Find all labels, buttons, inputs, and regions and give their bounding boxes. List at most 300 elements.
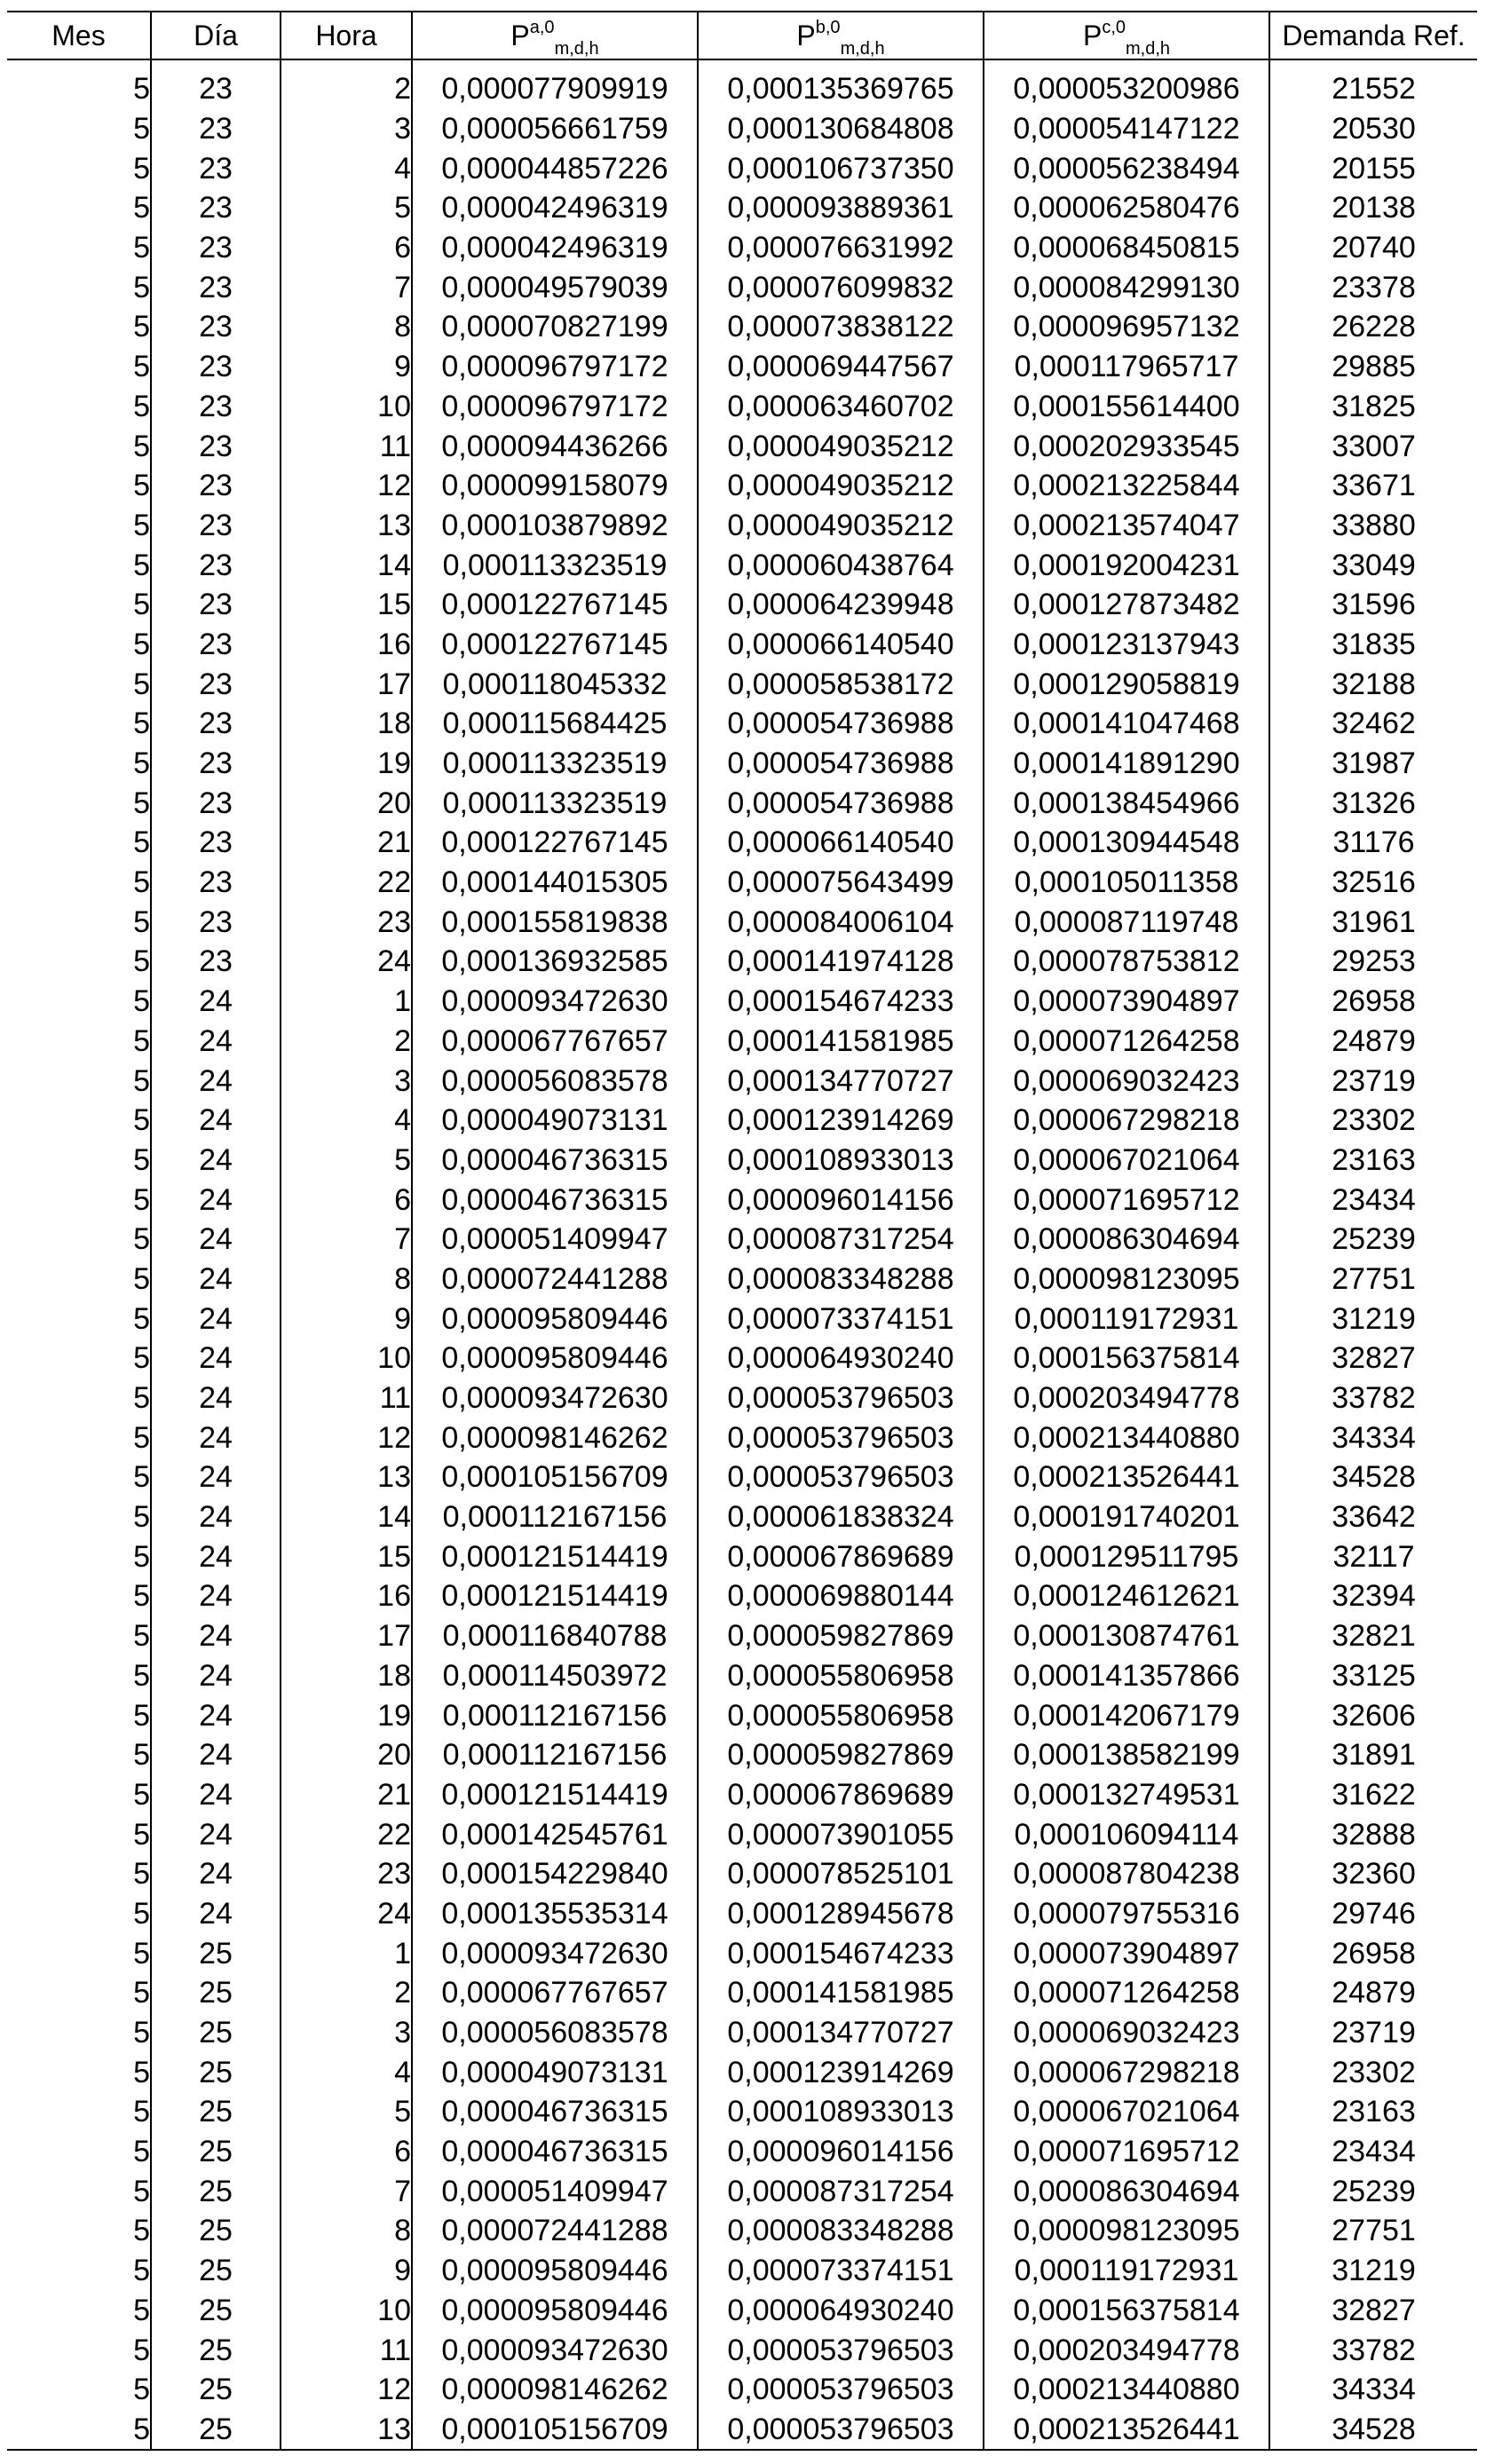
cell-pa: 0,000096797172 xyxy=(412,387,698,427)
table-row xyxy=(7,664,1477,704)
cell-hora: 20 xyxy=(281,783,412,823)
cell-demanda: 32827 xyxy=(1269,1339,1477,1378)
cell-pb: 0,000154674233 xyxy=(698,982,984,1022)
table-row xyxy=(7,823,1477,863)
cell-pc: 0,000203494778 xyxy=(984,1378,1269,1418)
cell-demanda: 34334 xyxy=(1269,1418,1477,1457)
cell-pc: 0,000119172931 xyxy=(984,2251,1269,2291)
cell-mes: 5 xyxy=(133,1857,150,1891)
cell-hora: 8 xyxy=(281,1260,412,1299)
table-row xyxy=(7,1260,1477,1299)
cell-dia: 23 xyxy=(151,823,281,863)
cell-pa: 0,000115684425 xyxy=(412,704,698,744)
cell-dia: 24 xyxy=(151,1735,281,1775)
cell-pb: 0,000053796503 xyxy=(698,1457,984,1497)
spacer-cell xyxy=(7,59,151,69)
cell-pb: 0,000053796503 xyxy=(698,2330,984,2370)
cell-mes: 5 xyxy=(133,112,150,146)
table-row xyxy=(7,2251,1477,2291)
header-hora: Hora xyxy=(281,12,412,59)
table-row xyxy=(7,1101,1477,1141)
table-row xyxy=(7,1973,1477,2013)
cell-hora: 5 xyxy=(281,1141,412,1181)
cell-demanda: 34528 xyxy=(1269,1457,1477,1497)
cell-pa: 0,000122767145 xyxy=(412,625,698,665)
cell-dia: 25 xyxy=(151,2132,281,2172)
header-pb-symbol: P xyxy=(796,19,816,51)
cell-pc: 0,000129058819 xyxy=(984,664,1269,704)
cell-pc: 0,000156375814 xyxy=(984,1339,1269,1378)
cell-pc: 0,000086304694 xyxy=(984,1220,1269,1260)
table-row xyxy=(7,426,1477,466)
cell-demanda: 26958 xyxy=(1269,1933,1477,1973)
cell-pb: 0,000134770727 xyxy=(698,2013,984,2053)
cell-dia: 24 xyxy=(151,1378,281,1418)
cell-pb: 0,000123914269 xyxy=(698,2052,984,2092)
cell-dia: 24 xyxy=(151,1814,281,1854)
cell-mes: 5 xyxy=(133,2174,150,2208)
table-row xyxy=(7,1616,1477,1656)
cell-pc: 0,000213440880 xyxy=(984,1418,1269,1457)
cell-pc: 0,000073904897 xyxy=(984,1933,1269,1973)
cell-dia: 24 xyxy=(151,982,281,1022)
header-pa-sub: m,d,h xyxy=(554,38,599,59)
cell-hora: 8 xyxy=(281,307,412,347)
cell-mes: 5 xyxy=(133,231,150,265)
cell-mes: 5 xyxy=(133,508,150,542)
cell-dia: 25 xyxy=(151,2171,281,2211)
table-row xyxy=(7,1656,1477,1696)
cell-dia: 23 xyxy=(151,347,281,387)
cell-hora: 16 xyxy=(281,1576,412,1616)
cell-hora: 4 xyxy=(281,1101,412,1141)
table-row xyxy=(7,2330,1477,2370)
cell-pa: 0,000113323519 xyxy=(412,744,698,784)
cell-demanda: 21552 xyxy=(1269,69,1477,109)
table-row xyxy=(7,1695,1477,1735)
cell-dia: 23 xyxy=(151,744,281,784)
spacer-cell xyxy=(1269,59,1477,69)
header-dia: Día xyxy=(151,12,281,59)
cell-demanda: 33671 xyxy=(1269,466,1477,506)
cell-hora: 3 xyxy=(281,1061,412,1101)
cell-pa: 0,000112167156 xyxy=(412,1497,698,1537)
spacer-cell xyxy=(412,59,698,69)
cell-dia: 24 xyxy=(151,1695,281,1735)
cell-pb: 0,000073838122 xyxy=(698,307,984,347)
cell-dia: 24 xyxy=(151,1497,281,1537)
cell-mes: 5 xyxy=(133,2055,150,2089)
cell-pc: 0,000155614400 xyxy=(984,387,1269,427)
cell-pa: 0,000096797172 xyxy=(412,347,698,387)
cell-hora: 8 xyxy=(281,2211,412,2251)
cell-pc: 0,000127873482 xyxy=(984,585,1269,625)
table-row xyxy=(7,69,1477,109)
table-row xyxy=(7,863,1477,903)
cell-pa: 0,000118045332 xyxy=(412,664,698,704)
table-row xyxy=(7,545,1477,585)
cell-dia: 23 xyxy=(151,625,281,665)
cell-mes: 5 xyxy=(133,2293,150,2327)
cell-pa: 0,000114503972 xyxy=(412,1656,698,1696)
cell-hora: 17 xyxy=(281,1616,412,1656)
cell-dia: 25 xyxy=(151,2251,281,2291)
cell-pb: 0,000141581985 xyxy=(698,1973,984,2013)
cell-pb: 0,000076099832 xyxy=(698,267,984,307)
cell-demanda: 32821 xyxy=(1269,1616,1477,1656)
cell-demanda: 31219 xyxy=(1269,1299,1477,1339)
cell-demanda: 33782 xyxy=(1269,2330,1477,2370)
cell-pc: 0,000071264258 xyxy=(984,1022,1269,1062)
cell-pa: 0,000136932585 xyxy=(412,942,698,982)
cell-pa: 0,000077909919 xyxy=(412,69,698,109)
cell-pb: 0,000064930240 xyxy=(698,2291,984,2331)
spacer-cell xyxy=(984,59,1269,69)
table-row xyxy=(7,1180,1477,1220)
cell-pb: 0,000130684808 xyxy=(698,109,984,149)
cell-pc: 0,000098123095 xyxy=(984,2211,1269,2251)
cell-demanda: 23302 xyxy=(1269,1101,1477,1141)
cell-hora: 22 xyxy=(281,1814,412,1854)
cell-demanda: 20530 xyxy=(1269,109,1477,149)
cell-mes: 5 xyxy=(133,1301,150,1336)
cell-demanda: 23302 xyxy=(1269,2052,1477,2092)
cell-mes: 5 xyxy=(133,984,150,1019)
cell-demanda: 23434 xyxy=(1269,2132,1477,2172)
cell-demanda: 24879 xyxy=(1269,1973,1477,2013)
cell-mes: 5 xyxy=(133,1579,150,1614)
cell-dia: 23 xyxy=(151,783,281,823)
cell-demanda: 32188 xyxy=(1269,664,1477,704)
cell-demanda: 27751 xyxy=(1269,1260,1477,1299)
table-row xyxy=(7,1735,1477,1775)
cell-pb: 0,000049035212 xyxy=(698,466,984,506)
table-row xyxy=(7,228,1477,268)
cell-demanda: 29885 xyxy=(1269,347,1477,387)
cell-pa: 0,000105156709 xyxy=(412,1457,698,1497)
cell-hora: 6 xyxy=(281,2132,412,2172)
table-row xyxy=(7,902,1477,942)
cell-pb: 0,000053796503 xyxy=(698,2370,984,2410)
cell-hora: 9 xyxy=(281,2251,412,2291)
cell-pc: 0,000213526441 xyxy=(984,2410,1269,2451)
cell-pa: 0,000056661759 xyxy=(412,109,698,149)
cell-hora: 12 xyxy=(281,1418,412,1457)
cell-demanda: 32462 xyxy=(1269,704,1477,744)
cell-demanda: 27751 xyxy=(1269,2211,1477,2251)
table-row xyxy=(7,1576,1477,1616)
cell-mes: 5 xyxy=(133,2135,150,2169)
cell-pa: 0,000046736315 xyxy=(412,1180,698,1220)
cell-mes: 5 xyxy=(133,1381,150,1416)
cell-pc: 0,000124612621 xyxy=(984,1576,1269,1616)
cell-pb: 0,000123914269 xyxy=(698,1101,984,1141)
table-row xyxy=(7,942,1477,982)
cell-demanda: 31596 xyxy=(1269,585,1477,625)
cell-demanda: 32827 xyxy=(1269,2291,1477,2331)
cell-dia: 23 xyxy=(151,188,281,228)
cell-pa: 0,000113323519 xyxy=(412,783,698,823)
cell-pa: 0,000049073131 xyxy=(412,2052,698,2092)
cell-pc: 0,000141357866 xyxy=(984,1656,1269,1696)
cell-mes: 5 xyxy=(133,2095,150,2129)
cell-mes: 5 xyxy=(133,2333,150,2367)
cell-demanda: 33049 xyxy=(1269,545,1477,585)
cell-dia: 23 xyxy=(151,585,281,625)
cell-mes: 5 xyxy=(133,151,150,186)
cell-mes: 5 xyxy=(133,746,150,781)
header-pa-symbol: P xyxy=(510,19,530,51)
cell-pa: 0,000142545761 xyxy=(412,1814,698,1854)
cell-dia: 24 xyxy=(151,1854,281,1894)
cell-hora: 23 xyxy=(281,902,412,942)
cell-demanda: 26228 xyxy=(1269,307,1477,347)
header-demanda: Demanda Ref. xyxy=(1269,12,1477,59)
table-body xyxy=(7,59,1477,2450)
cell-mes: 5 xyxy=(133,548,150,582)
cell-pb: 0,000106737350 xyxy=(698,148,984,188)
cell-pb: 0,000059827869 xyxy=(698,1616,984,1656)
cell-mes: 5 xyxy=(133,1222,150,1257)
cell-hora: 14 xyxy=(281,545,412,585)
cell-pc: 0,000123137943 xyxy=(984,625,1269,665)
cell-demanda: 23719 xyxy=(1269,2013,1477,2053)
cell-pb: 0,000087317254 xyxy=(698,1220,984,1260)
cell-pb: 0,000053796503 xyxy=(698,1418,984,1457)
cell-mes: 5 xyxy=(133,1142,150,1177)
cell-pa: 0,000093472630 xyxy=(412,1378,698,1418)
cell-mes: 5 xyxy=(133,469,150,503)
table-row xyxy=(7,1022,1477,1062)
cell-demanda: 32117 xyxy=(1269,1536,1477,1576)
cell-pa: 0,000135535314 xyxy=(412,1894,698,1934)
cell-pc: 0,000213526441 xyxy=(984,1457,1269,1497)
cell-hora: 13 xyxy=(281,1457,412,1497)
cell-pc: 0,000141047468 xyxy=(984,704,1269,744)
cell-pa: 0,000095809446 xyxy=(412,1339,698,1378)
cell-pa: 0,000095809446 xyxy=(412,2251,698,2291)
cell-mes: 5 xyxy=(133,707,150,741)
table-row xyxy=(7,1854,1477,1894)
header-pc xyxy=(984,12,1269,59)
cell-dia: 23 xyxy=(151,109,281,149)
cell-pc: 0,000084299130 xyxy=(984,267,1269,307)
cell-dia: 24 xyxy=(151,1894,281,1934)
table-row xyxy=(7,2171,1477,2211)
cell-dia: 24 xyxy=(151,1022,281,1062)
cell-pa: 0,000046736315 xyxy=(412,2132,698,2172)
cell-pb: 0,000064239948 xyxy=(698,585,984,625)
cell-pb: 0,000053796503 xyxy=(698,2410,984,2451)
cell-pc: 0,000079755316 xyxy=(984,1894,1269,1934)
table-row xyxy=(7,1814,1477,1854)
cell-pc: 0,000067298218 xyxy=(984,2052,1269,2092)
cell-pb: 0,000093889361 xyxy=(698,188,984,228)
cell-mes: 5 xyxy=(133,1261,150,1296)
table-row xyxy=(7,466,1477,506)
table-row xyxy=(7,744,1477,784)
table-row xyxy=(7,982,1477,1022)
header-pc-sub: m,d,h xyxy=(1126,38,1171,59)
cell-dia: 23 xyxy=(151,426,281,466)
table-row xyxy=(7,1775,1477,1815)
cell-pc: 0,000106094114 xyxy=(984,1814,1269,1854)
cell-hora: 11 xyxy=(281,426,412,466)
cell-pb: 0,000087317254 xyxy=(698,2171,984,2211)
cell-dia: 25 xyxy=(151,2330,281,2370)
cell-demanda: 34334 xyxy=(1269,2370,1477,2410)
cell-pb: 0,000096014156 xyxy=(698,1180,984,1220)
cell-pa: 0,000112167156 xyxy=(412,1695,698,1735)
cell-pa: 0,000155819838 xyxy=(412,902,698,942)
cell-hora: 4 xyxy=(281,148,412,188)
cell-hora: 24 xyxy=(281,942,412,982)
cell-pb: 0,000083348288 xyxy=(698,2211,984,2251)
cell-mes: 5 xyxy=(133,904,150,939)
table-row xyxy=(7,1894,1477,1934)
cell-mes: 5 xyxy=(133,1936,150,1970)
cell-dia: 23 xyxy=(151,506,281,546)
cell-hora: 15 xyxy=(281,585,412,625)
cell-pb: 0,000058538172 xyxy=(698,664,984,704)
cell-dia: 24 xyxy=(151,1339,281,1378)
cell-mes: 5 xyxy=(133,2254,150,2288)
cell-mes: 5 xyxy=(7,2410,151,2451)
cell-pc: 0,000132749531 xyxy=(984,1775,1269,1815)
cell-pa: 0,000093472630 xyxy=(412,1933,698,1973)
cell-pb: 0,000054736988 xyxy=(698,783,984,823)
cell-demanda: 20155 xyxy=(1269,148,1477,188)
cell-mes: 5 xyxy=(133,2016,150,2050)
cell-mes: 5 xyxy=(133,1738,150,1773)
spacer-cell xyxy=(698,59,984,69)
cell-dia: 23 xyxy=(151,69,281,109)
cell-demanda: 33007 xyxy=(1269,426,1477,466)
cell-pa: 0,000154229840 xyxy=(412,1854,698,1894)
cell-pb: 0,000066140540 xyxy=(698,625,984,665)
cell-dia: 25 xyxy=(151,2410,281,2451)
cell-mes: 5 xyxy=(133,191,150,225)
cell-demanda: 31176 xyxy=(1269,823,1477,863)
cell-dia: 25 xyxy=(151,1973,281,2013)
cell-pa: 0,000042496319 xyxy=(412,188,698,228)
cell-pa: 0,000067767657 xyxy=(412,1973,698,2013)
cell-dia: 25 xyxy=(151,1933,281,1973)
cell-pc: 0,000071695712 xyxy=(984,1180,1269,1220)
cell-pc: 0,000192004231 xyxy=(984,545,1269,585)
cell-dia: 23 xyxy=(151,267,281,307)
cell-dia: 25 xyxy=(151,2052,281,2092)
cell-pa: 0,000122767145 xyxy=(412,585,698,625)
cell-hora: 5 xyxy=(281,188,412,228)
cell-mes: 5 xyxy=(133,1619,150,1654)
cell-pc: 0,000138454966 xyxy=(984,783,1269,823)
cell-pb: 0,000108933013 xyxy=(698,1141,984,1181)
cell-dia: 25 xyxy=(151,2092,281,2132)
header-pb-sub: m,d,h xyxy=(840,38,885,59)
cell-dia: 23 xyxy=(151,387,281,427)
cell-mes: 5 xyxy=(133,1063,150,1098)
table-row xyxy=(7,2410,1477,2451)
cell-dia: 23 xyxy=(151,545,281,585)
cell-mes: 5 xyxy=(133,1460,150,1495)
cell-mes: 5 xyxy=(133,1023,150,1058)
cell-pc: 0,000096957132 xyxy=(984,307,1269,347)
cell-dia: 23 xyxy=(151,148,281,188)
cell-dia: 24 xyxy=(151,1775,281,1815)
cell-pc: 0,000071695712 xyxy=(984,2132,1269,2172)
cell-hora: 11 xyxy=(281,2330,412,2370)
cell-pa: 0,000095809446 xyxy=(412,2291,698,2331)
cell-pc: 0,000142067179 xyxy=(984,1695,1269,1735)
cell-mes: 5 xyxy=(133,389,150,423)
cell-mes: 5 xyxy=(133,2214,150,2248)
cell-pa: 0,000049073131 xyxy=(412,1101,698,1141)
table-row xyxy=(7,1457,1477,1497)
cell-hora: 18 xyxy=(281,1656,412,1696)
header-pb xyxy=(698,12,984,59)
cell-pc: 0,000129511795 xyxy=(984,1536,1269,1576)
cell-mes: 5 xyxy=(133,944,150,979)
cell-hora: 2 xyxy=(281,69,412,109)
cell-dia: 23 xyxy=(151,704,281,744)
cell-pb: 0,000055806958 xyxy=(698,1656,984,1696)
cell-dia: 24 xyxy=(151,1536,281,1576)
cell-demanda: 23163 xyxy=(1269,1141,1477,1181)
cell-pc: 0,000202933545 xyxy=(984,426,1269,466)
cell-pa: 0,000046736315 xyxy=(412,1141,698,1181)
cell-dia: 23 xyxy=(151,466,281,506)
cell-pb: 0,000055806958 xyxy=(698,1695,984,1735)
table-row xyxy=(7,1299,1477,1339)
cell-hora: 22 xyxy=(281,863,412,903)
cell-hora: 1 xyxy=(281,982,412,1022)
cell-pa: 0,000046736315 xyxy=(412,2092,698,2132)
table-row xyxy=(7,307,1477,347)
cell-hora: 16 xyxy=(281,625,412,665)
cell-pb: 0,000054736988 xyxy=(698,744,984,784)
cell-pb: 0,000073901055 xyxy=(698,1814,984,1854)
cell-mes: 5 xyxy=(133,310,150,344)
cell-pb: 0,000135369765 xyxy=(698,69,984,109)
cell-pa: 0,000121514419 xyxy=(412,1576,698,1616)
cell-dia: 24 xyxy=(151,1220,281,1260)
cell-pa: 0,000093472630 xyxy=(412,2330,698,2370)
cell-dia: 23 xyxy=(151,228,281,268)
table-row xyxy=(7,188,1477,228)
cell-demanda: 31835 xyxy=(1269,625,1477,665)
header-pa xyxy=(412,12,698,59)
cell-hora: 13 xyxy=(281,506,412,546)
cell-hora: 7 xyxy=(281,1220,412,1260)
cell-pc: 0,000098123095 xyxy=(984,1260,1269,1299)
header-mes: Mes xyxy=(7,12,151,59)
cell-pa: 0,000094436266 xyxy=(412,426,698,466)
table-header xyxy=(7,12,1477,59)
cell-hora: 3 xyxy=(281,109,412,149)
cell-pc: 0,000069032423 xyxy=(984,1061,1269,1101)
cell-dia: 25 xyxy=(151,2370,281,2410)
table-spacer-row xyxy=(7,59,1477,69)
cell-pc: 0,000141891290 xyxy=(984,744,1269,784)
cell-pa: 0,000067767657 xyxy=(412,1022,698,1062)
cell-pc: 0,000054147122 xyxy=(984,109,1269,149)
cell-pa: 0,000116840788 xyxy=(412,1616,698,1656)
cell-pa: 0,000072441288 xyxy=(412,1260,698,1299)
cell-mes: 5 xyxy=(133,270,150,304)
cell-pb: 0,000141974128 xyxy=(698,942,984,982)
cell-demanda: 32888 xyxy=(1269,1814,1477,1854)
